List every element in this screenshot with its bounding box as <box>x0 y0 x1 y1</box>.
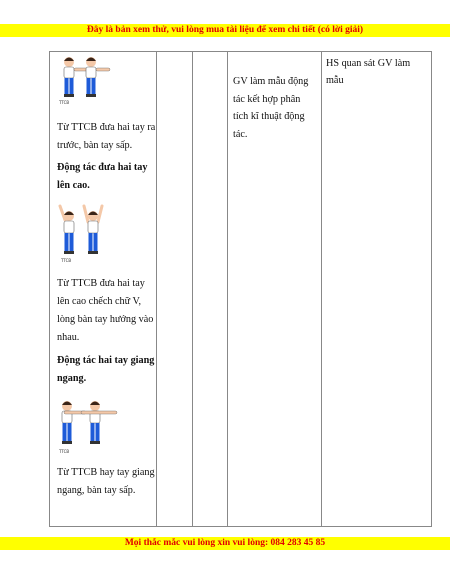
empty-cell <box>193 52 228 527</box>
heading-arms-up: Động tác đưa hai tay lên cao. <box>57 162 148 191</box>
contact-banner: Mọi thắc mắc vui lòng xin vui lòng: 084 283 45 85 <box>0 537 450 550</box>
teacher-activity-text: GV làm mẫu động tác kết hợp phân tích kĩ thuật động tác. <box>233 76 309 140</box>
ttcb-label: TTCB <box>59 100 70 105</box>
lesson-table <box>49 51 432 527</box>
paragraph-arms-sideways: Từ TTCB hay tay giang ngang, bàn tay sấp. <box>57 467 155 496</box>
paragraph-arms-forward: Từ TTCB đưa hai tay ra trước, bàn tay sấp. <box>57 122 156 151</box>
table-row <box>50 52 432 527</box>
teacher-activity-cell <box>228 52 322 527</box>
ttcb-label: TTCB <box>59 449 70 454</box>
arms-sideways-figure <box>55 397 121 455</box>
empty-cell <box>157 52 193 527</box>
paragraph-arms-up: Từ TTCB đưa hai tay lên cao chếch chữ V, lòng bàn tay hướng vào nhau. <box>57 278 154 343</box>
heading-arms-sideways: Động tác hai tay giang ngang. <box>57 355 155 384</box>
exercise-description-cell <box>50 52 157 527</box>
student-activity-text: HS quan sát GV làm mẫu <box>326 58 411 86</box>
ttcb-label: TTCB <box>61 258 72 263</box>
preview-banner: Đây là bản xem thử, vui lòng mua tài liệu để xem chi tiết (có lời giải) <box>0 24 450 37</box>
arms-forward-figure <box>55 54 115 106</box>
arms-up-figure <box>55 200 113 264</box>
student-activity-cell <box>322 52 432 527</box>
